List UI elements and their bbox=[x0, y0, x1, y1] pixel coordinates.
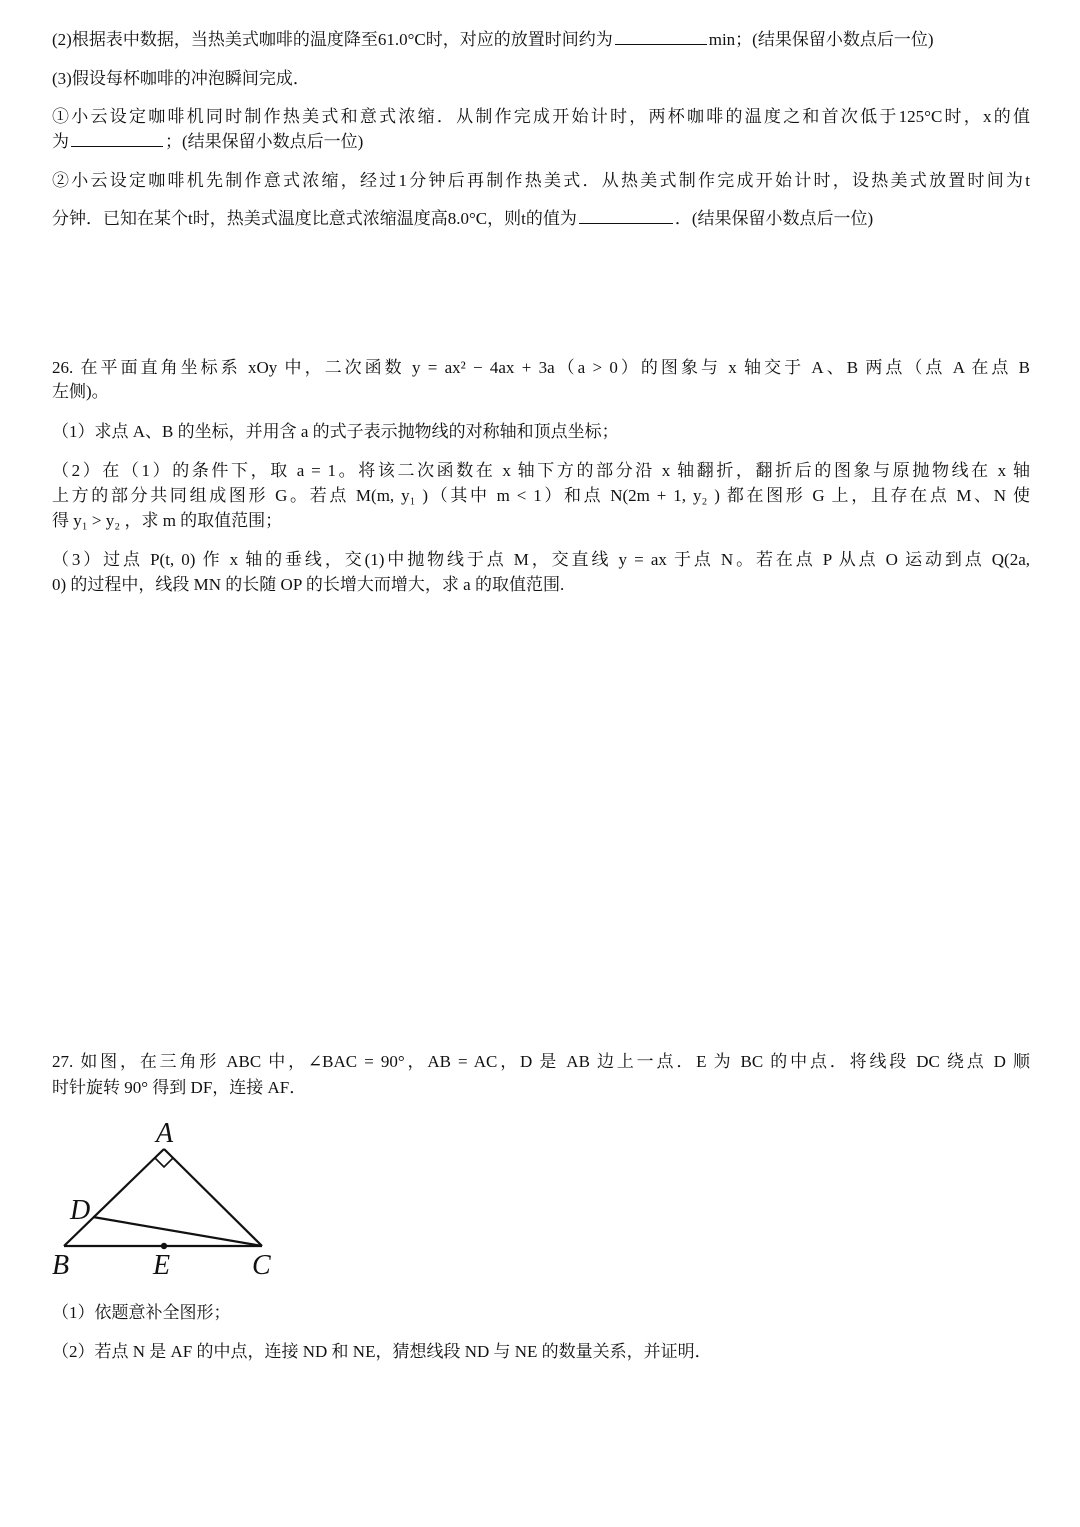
right-angle-mark bbox=[155, 1158, 173, 1167]
q26-part3-line1: （3）过点 P(t, 0) 作 x 轴的垂线，交(1)中抛物线于点 M，交直线 y = ax 于点 N。若在点 P 从点 O 运动到点 Q(2a, bbox=[52, 550, 1030, 569]
q25-sub2-line1: ②小云设定咖啡机先制作意式浓缩，经过1分钟后再制作热美式．从热美式制作完成开始计时，设热美式放置时间为t bbox=[52, 171, 1030, 190]
answer-blank bbox=[579, 206, 673, 224]
label-C: C bbox=[252, 1250, 271, 1281]
triangle-lines bbox=[64, 1149, 262, 1246]
q25-part2-unit: min；(结果保留小数点后一位) bbox=[708, 30, 934, 49]
q25-sub1-line1: ①小云设定咖啡机同时制作热美式和意式浓缩．从制作完成开始计时，两杯咖啡的温度之和首次低于125°C时，x的值 bbox=[52, 107, 1030, 126]
q27-part2: （2）若点 N 是 AF 的中点，连接 ND 和 NE，猜想线段 ND 与 NE 的数量关系，并证明． bbox=[52, 1342, 712, 1361]
triangle-figure bbox=[48, 1118, 288, 1283]
q26-part2-line2: 上方的部分共同组成图形 G。若点 M(m, y₁ )（其中 m < 1）和点 N(2m + 1, y₂ ) 都在图形 G 上，且存在点 M、N 使 bbox=[52, 486, 1030, 505]
label-A: A bbox=[156, 1118, 174, 1149]
q25-sub2-line2 bbox=[52, 206, 1030, 231]
answer-blank bbox=[71, 129, 163, 147]
q25-sub1-line2 bbox=[52, 129, 1030, 154]
label-B: B bbox=[52, 1250, 70, 1281]
q27-part1: （1）依题意补全图形； bbox=[52, 1303, 231, 1322]
q25-part3: (3)假设每杯咖啡的冲泡瞬间完成． bbox=[52, 69, 310, 88]
q25-part2-text: (2)根据表中数据，当热美式咖啡的温度降至61.0°C时，对应的放置时间约为 bbox=[52, 30, 613, 49]
q26-part1: （1）求点 A、B 的坐标，并用含 a 的式子表示抛物线的对称轴和顶点坐标； bbox=[52, 422, 619, 441]
q25-sub1-post: ；(结果保留小数点后一位) bbox=[165, 132, 364, 151]
q26-stem-line1: 26. 在平面直角坐标系 xOy 中，二次函数 y = ax² − 4ax + 3a（a > 0）的图象与 x 轴交于 A、B 两点（点 A 在点 B bbox=[52, 358, 1030, 377]
q27-stem-line2: 时针旋转 90° 得到 DF，连接 AF． bbox=[52, 1078, 307, 1097]
point-E-dot bbox=[161, 1243, 167, 1249]
q26-part2-line1: （2）在（1）的条件下，取 a = 1。将该二次函数在 x 轴下方的部分沿 x 轴翻折，翻折后的图象与原抛物线在 x 轴 bbox=[52, 461, 1030, 480]
q26-part3-line2: 0) 的过程中，线段 MN 的长随 OP 的长增大而增大，求 a 的取值范围. bbox=[52, 575, 565, 594]
q27-stem-line1: 27. 如图，在三角形 ABC 中，∠BAC = 90°，AB = AC，D 是 AB 边上一点．E 为 BC 的中点．将线段 DC 绕点 D 顺 bbox=[52, 1052, 1030, 1071]
label-D: D bbox=[70, 1195, 91, 1226]
q25-part2 bbox=[52, 27, 1030, 52]
q26-part2-line3: 得 y₁ > y₂ ，求 m 的取值范围； bbox=[52, 511, 283, 530]
q25-sub2-pre: 分钟．已知在某个t时，热美式温度比意式浓缩温度高8.0°C，则t的值为 bbox=[52, 209, 577, 228]
q25-sub1-pre: 为 bbox=[52, 132, 69, 151]
q25-sub2-post: ．(结果保留小数点后一位) bbox=[674, 209, 874, 228]
label-E: E bbox=[153, 1250, 171, 1281]
q26-stem-line2: 左侧)。 bbox=[52, 382, 109, 401]
answer-blank bbox=[615, 27, 707, 45]
